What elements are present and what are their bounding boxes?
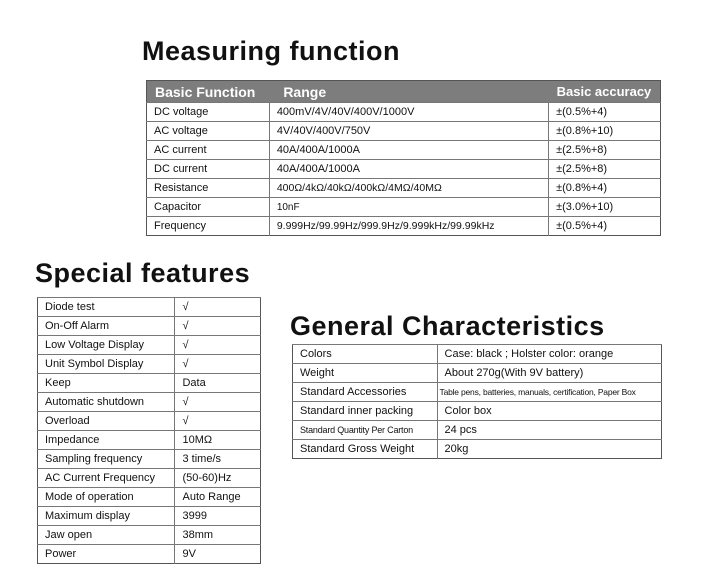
table-row xyxy=(147,141,661,160)
value-cell: √ xyxy=(175,317,261,336)
accuracy-cell: ±(3.0%+10) xyxy=(549,198,661,217)
value-cell: Case: black ; Holster color: orange xyxy=(437,345,661,364)
accuracy-cell: ±(2.5%+8) xyxy=(549,141,661,160)
table-row xyxy=(293,345,662,364)
general-characteristics-heading: General Characteristics xyxy=(290,311,605,341)
table-row xyxy=(147,217,661,236)
label-cell: Weight xyxy=(293,364,438,383)
value-cell: 20kg xyxy=(437,440,661,459)
value-cell: Data xyxy=(175,374,261,393)
value-cell: 3999 xyxy=(175,507,261,526)
label-cell: Standard inner packing xyxy=(293,402,438,421)
value-cell: Color box xyxy=(437,402,661,421)
value-cell: Table pens, batteries, manuals, certification, Paper Box xyxy=(437,383,661,402)
table-row xyxy=(293,364,662,383)
range-cell: 400Ω/4kΩ/40kΩ/400kΩ/4MΩ/40MΩ xyxy=(269,179,548,198)
table-row xyxy=(38,355,261,374)
label-cell: Standard Gross Weight xyxy=(293,440,438,459)
table-row xyxy=(293,402,662,421)
value-cell: 10MΩ xyxy=(175,431,261,450)
value-cell: 9V xyxy=(175,545,261,564)
function-cell: AC voltage xyxy=(147,122,270,141)
function-cell: Frequency xyxy=(147,217,270,236)
feature-cell: Keep xyxy=(38,374,175,393)
feature-cell: Overload xyxy=(38,412,175,431)
table-row xyxy=(293,383,662,402)
feature-cell: Maximum display xyxy=(38,507,175,526)
label-cell: Standard Accessories xyxy=(293,383,438,402)
value-cell: 38mm xyxy=(175,526,261,545)
table-row xyxy=(38,545,261,564)
feature-cell: Automatic shutdown xyxy=(38,393,175,412)
feature-cell: Unit Symbol Display xyxy=(38,355,175,374)
table-row xyxy=(38,450,261,469)
function-cell: Capacitor xyxy=(147,198,270,217)
accuracy-cell: ±(2.5%+8) xyxy=(549,160,661,179)
table-row xyxy=(147,122,661,141)
value-cell: √ xyxy=(175,336,261,355)
table-row xyxy=(38,488,261,507)
range-cell: 40A/400A/1000A xyxy=(269,141,548,160)
table-row xyxy=(38,298,261,317)
measuring-function-table xyxy=(146,80,661,236)
range-cell: 400mV/4V/40V/400V/1000V xyxy=(269,103,548,122)
feature-cell: Impedance xyxy=(38,431,175,450)
value-cell: √ xyxy=(175,355,261,374)
table-row xyxy=(38,507,261,526)
value-cell: √ xyxy=(175,393,261,412)
function-cell: AC current xyxy=(147,141,270,160)
table-row xyxy=(38,317,261,336)
feature-cell: On-Off Alarm xyxy=(38,317,175,336)
general-characteristics-table xyxy=(292,344,662,459)
function-cell: Resistance xyxy=(147,179,270,198)
value-cell: Auto Range xyxy=(175,488,261,507)
range-cell: 9.999Hz/99.99Hz/999.9Hz/9.999kHz/99.99kHz xyxy=(269,217,548,236)
label-cell: Colors xyxy=(293,345,438,364)
header-range: Range xyxy=(269,81,548,103)
feature-cell: Jaw open xyxy=(38,526,175,545)
accuracy-cell: ±(0.5%+4) xyxy=(549,217,661,236)
table-row xyxy=(38,469,261,488)
accuracy-cell: ±(0.8%+10) xyxy=(549,122,661,141)
value-cell: 24 pcs xyxy=(437,421,661,440)
value-cell: (50-60)Hz xyxy=(175,469,261,488)
feature-cell: Low Voltage Display xyxy=(38,336,175,355)
function-cell: DC current xyxy=(147,160,270,179)
table-row xyxy=(293,421,662,440)
table-row xyxy=(38,336,261,355)
table-row xyxy=(147,179,661,198)
feature-cell: Diode test xyxy=(38,298,175,317)
range-cell: 40A/400A/1000A xyxy=(269,160,548,179)
table-row xyxy=(38,412,261,431)
header-basic-accuracy: Basic accuracy xyxy=(549,81,661,103)
label-cell: Standard Quantity Per Carton xyxy=(293,421,438,440)
table-row xyxy=(293,440,662,459)
feature-cell: Sampling frequency xyxy=(38,450,175,469)
feature-cell: Mode of operation xyxy=(38,488,175,507)
feature-cell: Power xyxy=(38,545,175,564)
special-features-heading: Special features xyxy=(35,258,251,288)
range-cell: 4V/40V/400V/750V xyxy=(269,122,548,141)
measuring-function-heading: Measuring function xyxy=(142,36,400,66)
table-header-row xyxy=(147,81,661,103)
range-cell: 10nF xyxy=(269,198,548,217)
function-cell: DC voltage xyxy=(147,103,270,122)
table-row xyxy=(38,526,261,545)
header-basic-function: Basic Function xyxy=(147,81,270,103)
accuracy-cell: ±(0.5%+4) xyxy=(549,103,661,122)
table-row xyxy=(147,103,661,122)
table-row xyxy=(38,431,261,450)
value-cell: 3 time/s xyxy=(175,450,261,469)
table-row xyxy=(147,160,661,179)
table-row xyxy=(147,198,661,217)
accuracy-cell: ±(0.8%+4) xyxy=(549,179,661,198)
table-row xyxy=(38,374,261,393)
value-cell: √ xyxy=(175,298,261,317)
value-cell: About 270g(With 9V battery) xyxy=(437,364,661,383)
feature-cell: AC Current Frequency xyxy=(38,469,175,488)
table-row xyxy=(38,393,261,412)
value-cell: √ xyxy=(175,412,261,431)
special-features-table xyxy=(37,297,261,564)
